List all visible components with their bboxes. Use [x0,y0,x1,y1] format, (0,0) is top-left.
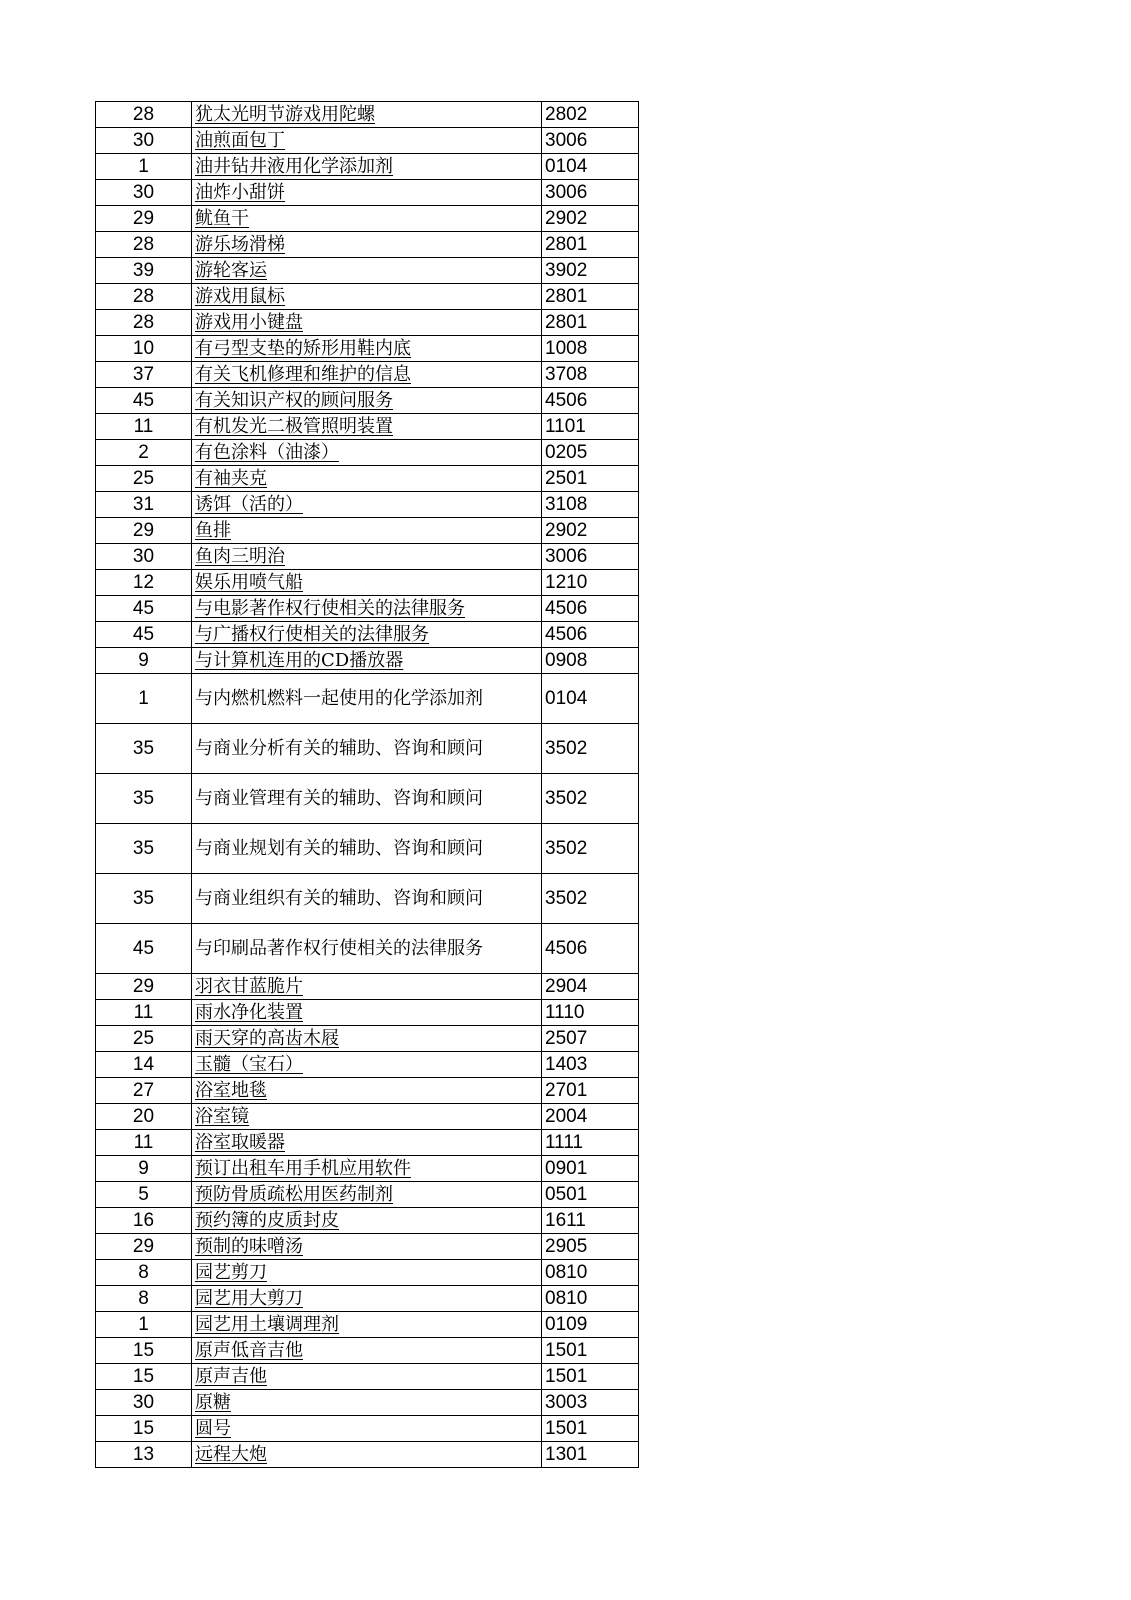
group-code-cell: 3006 [542,180,639,206]
class-number-cell: 31 [96,492,192,518]
group-code-cell: 2902 [542,206,639,232]
goods-name-cell [192,724,542,774]
table-row [96,674,639,724]
goods-name-cell [192,1208,542,1234]
group-code-cell: 2507 [542,1026,639,1052]
goods-name-cell [192,1130,542,1156]
class-number-cell: 29 [96,206,192,232]
table-row [96,102,639,128]
goods-name-cell [192,1338,542,1364]
goods-name-cell [192,284,542,310]
class-number-cell: 12 [96,570,192,596]
table-row [96,1234,639,1260]
goods-name-cell [192,570,542,596]
goods-name-cell [192,648,542,674]
goods-name-text: 与商业分析有关的辅助、咨询和顾问 [195,737,483,759]
class-number-cell: 16 [96,1208,192,1234]
group-code-cell: 1101 [542,414,639,440]
goods-name-text: 浴室地毯 [195,1079,267,1101]
goods-name-text: 诱饵（活的） [195,493,303,515]
class-number-cell: 11 [96,1000,192,1026]
goods-name-cell [192,128,542,154]
table-row [96,544,639,570]
group-code-cell: 2801 [542,232,639,258]
table-row [96,414,639,440]
goods-name-cell [192,258,542,284]
table-row [96,1416,639,1442]
class-number-cell: 20 [96,1104,192,1130]
goods-name-cell [192,154,542,180]
group-code-cell: 0109 [542,1312,639,1338]
group-code-cell: 2902 [542,518,639,544]
group-code-cell: 2905 [542,1234,639,1260]
table-row [96,362,639,388]
goods-name-cell [192,336,542,362]
class-number-cell: 9 [96,1156,192,1182]
table-row [96,1442,639,1468]
group-code-cell: 4506 [542,622,639,648]
group-code-cell: 0810 [542,1260,639,1286]
goods-name-text: 与内燃机燃料一起使用的化学添加剂 [195,687,483,709]
goods-name-text: 有弓型支垫的矫形用鞋内底 [195,337,411,359]
goods-name-text: 与印刷品著作权行使相关的法律服务 [195,937,483,959]
group-code-cell: 4506 [542,596,639,622]
table-row [96,824,639,874]
goods-name-cell [192,1000,542,1026]
goods-name-text: 浴室镜 [195,1105,249,1127]
goods-name-cell [192,232,542,258]
goods-name-text: 与商业规划有关的辅助、咨询和顾问 [195,837,483,859]
goods-name-text: 园艺剪刀 [195,1261,267,1283]
table-row [96,1208,639,1234]
class-number-cell: 25 [96,1026,192,1052]
goods-name-cell [192,1026,542,1052]
group-code-cell: 2701 [542,1078,639,1104]
table-row [96,1078,639,1104]
goods-name-cell [192,440,542,466]
goods-name-text: 鱼肉三明治 [195,545,285,567]
group-code-cell: 3502 [542,824,639,874]
goods-name-cell [192,466,542,492]
class-number-cell: 28 [96,284,192,310]
goods-name-text: 鱿鱼干 [195,207,249,229]
group-code-cell: 1111 [542,1130,639,1156]
group-code-cell: 3502 [542,874,639,924]
table-row [96,774,639,824]
group-code-cell: 2501 [542,466,639,492]
class-number-cell: 5 [96,1182,192,1208]
goods-name-text: 原糖 [195,1391,231,1413]
goods-name-text: 游戏用小键盘 [195,311,303,333]
goods-name-text: 与商业管理有关的辅助、咨询和顾问 [195,787,483,809]
group-code-cell: 0810 [542,1286,639,1312]
table-row [96,1260,639,1286]
group-code-cell: 3003 [542,1390,639,1416]
goods-name-cell [192,974,542,1000]
class-number-cell: 35 [96,724,192,774]
goods-name-cell [192,1390,542,1416]
goods-name-cell [192,596,542,622]
class-number-cell: 37 [96,362,192,388]
table-row [96,1104,639,1130]
goods-name-cell [192,874,542,924]
class-number-cell: 15 [96,1416,192,1442]
group-code-cell: 0908 [542,648,639,674]
goods-name-cell [192,206,542,232]
class-number-cell: 8 [96,1286,192,1312]
group-code-cell: 4506 [542,924,639,974]
goods-name-text: 有色涂料（油漆） [195,441,339,463]
goods-name-text: 远程大炮 [195,1443,267,1465]
group-code-cell: 1301 [542,1442,639,1468]
goods-name-cell [192,924,542,974]
table-row [96,1338,639,1364]
goods-name-text: 预订出租车用手机应用软件 [195,1157,411,1179]
table-row [96,1286,639,1312]
goods-name-cell [192,674,542,724]
goods-name-text: 预制的味噌汤 [195,1235,303,1257]
goods-name-text: 有袖夹克 [195,467,267,489]
goods-name-text: 预防骨质疏松用医药制剂 [195,1183,393,1205]
group-code-cell: 0501 [542,1182,639,1208]
group-code-cell: 2801 [542,284,639,310]
table-row [96,310,639,336]
class-number-cell: 45 [96,388,192,414]
table-row [96,622,639,648]
goods-name-cell [192,622,542,648]
group-code-cell: 1501 [542,1338,639,1364]
goods-name-text: 游戏用鼠标 [195,285,285,307]
goods-name-text: 园艺用大剪刀 [195,1287,303,1309]
class-number-cell: 35 [96,774,192,824]
table-row [96,1182,639,1208]
goods-name-cell [192,518,542,544]
goods-name-cell [192,492,542,518]
group-code-cell: 3902 [542,258,639,284]
class-number-cell: 1 [96,1312,192,1338]
goods-name-cell [192,1182,542,1208]
class-number-cell: 11 [96,414,192,440]
goods-name-cell [192,1104,542,1130]
table-row [96,974,639,1000]
class-number-cell: 39 [96,258,192,284]
goods-name-text: 与电影著作权行使相关的法律服务 [195,597,465,619]
goods-name-text: 有机发光二极管照明装置 [195,415,393,437]
group-code-cell: 4506 [542,388,639,414]
goods-name-text: 羽衣甘蓝脆片 [195,975,303,997]
goods-name-cell [192,1442,542,1468]
goods-name-cell [192,362,542,388]
class-number-cell: 29 [96,974,192,1000]
group-code-cell: 3108 [542,492,639,518]
goods-name-cell [192,1078,542,1104]
table-row [96,154,639,180]
goods-name-cell [192,1286,542,1312]
goods-name-cell [192,1312,542,1338]
class-number-cell: 28 [96,232,192,258]
group-code-cell: 0205 [542,440,639,466]
goods-name-text: 原声吉他 [195,1365,267,1387]
table-row [96,596,639,622]
table-row [96,492,639,518]
class-number-cell: 45 [96,622,192,648]
table-row [96,1364,639,1390]
table-row [96,466,639,492]
group-code-cell: 0104 [542,154,639,180]
class-number-cell: 45 [96,596,192,622]
group-code-cell: 0901 [542,1156,639,1182]
class-number-cell: 15 [96,1364,192,1390]
class-number-cell: 28 [96,102,192,128]
goods-name-text: 与广播权行使相关的法律服务 [195,623,429,645]
class-number-cell: 27 [96,1078,192,1104]
goods-name-text: 油炸小甜饼 [195,181,285,203]
goods-name-cell [192,1364,542,1390]
table-row [96,284,639,310]
class-number-cell: 1 [96,154,192,180]
class-number-cell: 10 [96,336,192,362]
table-row [96,570,639,596]
group-code-cell: 1210 [542,570,639,596]
group-code-cell: 3502 [542,774,639,824]
table-row [96,1052,639,1078]
table-row [96,206,639,232]
goods-name-cell [192,102,542,128]
table-row [96,924,639,974]
goods-name-text: 犹太光明节游戏用陀螺 [195,103,375,125]
goods-name-text: 浴室取暖器 [195,1131,285,1153]
class-number-cell: 11 [96,1130,192,1156]
goods-name-text: 与商业组织有关的辅助、咨询和顾问 [195,887,483,909]
table-row [96,1026,639,1052]
table-row [96,180,639,206]
group-code-cell: 0104 [542,674,639,724]
goods-name-text: 鱼排 [195,519,231,541]
goods-name-text: 有关飞机修理和维护的信息 [195,363,411,385]
class-number-cell: 29 [96,518,192,544]
goods-name-text: 与计算机连用的CD播放器 [195,649,404,671]
class-number-cell: 2 [96,440,192,466]
class-number-cell: 30 [96,544,192,570]
goods-name-cell [192,824,542,874]
goods-name-text: 雨水净化装置 [195,1001,303,1023]
table-row [96,1000,639,1026]
class-number-cell: 28 [96,310,192,336]
goods-name-text: 游乐场滑梯 [195,233,285,255]
class-number-cell: 30 [96,1390,192,1416]
goods-name-cell [192,310,542,336]
goods-name-cell [192,1156,542,1182]
class-number-cell: 13 [96,1442,192,1468]
table-row [96,388,639,414]
table-row [96,128,639,154]
class-number-cell: 8 [96,1260,192,1286]
table-row [96,724,639,774]
table-row [96,336,639,362]
class-number-cell: 9 [96,648,192,674]
goods-name-text: 原声低音吉他 [195,1339,303,1361]
goods-name-cell [192,544,542,570]
goods-name-cell [192,1416,542,1442]
goods-name-text: 雨天穿的高齿木屐 [195,1027,339,1049]
class-number-cell: 15 [96,1338,192,1364]
group-code-cell: 3708 [542,362,639,388]
table-row [96,232,639,258]
table-row [96,1312,639,1338]
goods-name-cell [192,1260,542,1286]
group-code-cell: 3006 [542,128,639,154]
group-code-cell: 2904 [542,974,639,1000]
class-number-cell: 1 [96,674,192,724]
class-number-cell: 30 [96,128,192,154]
goods-name-cell [192,1234,542,1260]
class-number-cell: 35 [96,874,192,924]
goods-name-cell [192,1052,542,1078]
group-code-cell: 2802 [542,102,639,128]
goods-name-cell [192,774,542,824]
class-number-cell: 45 [96,924,192,974]
table-row [96,1156,639,1182]
group-code-cell: 1110 [542,1000,639,1026]
goods-name-text: 游轮客运 [195,259,267,281]
goods-name-text: 油井钻井液用化学添加剂 [195,155,393,177]
group-code-cell: 1501 [542,1364,639,1390]
table-row [96,1130,639,1156]
goods-name-cell [192,414,542,440]
table-row [96,1390,639,1416]
table-row [96,258,639,284]
table-row [96,440,639,466]
class-number-cell: 14 [96,1052,192,1078]
table-row [96,874,639,924]
group-code-cell: 1501 [542,1416,639,1442]
group-code-cell: 3502 [542,724,639,774]
class-number-cell: 35 [96,824,192,874]
goods-name-cell [192,180,542,206]
group-code-cell: 1403 [542,1052,639,1078]
table-body [96,102,639,1468]
goods-name-text: 有关知识产权的顾问服务 [195,389,393,411]
goods-name-text: 娱乐用喷气船 [195,571,303,593]
group-code-cell: 2004 [542,1104,639,1130]
goods-name-cell [192,388,542,414]
class-number-cell: 30 [96,180,192,206]
group-code-cell: 2801 [542,310,639,336]
table-row [96,648,639,674]
class-number-cell: 29 [96,1234,192,1260]
group-code-cell: 1008 [542,336,639,362]
group-code-cell: 3006 [542,544,639,570]
goods-name-text: 玉髓（宝石） [195,1053,303,1075]
table-row [96,518,639,544]
goods-name-text: 油煎面包丁 [195,129,285,151]
goods-name-text: 预约簿的皮质封皮 [195,1209,339,1231]
goods-name-text: 园艺用土壤调理剂 [195,1313,339,1335]
class-number-cell: 25 [96,466,192,492]
goods-class-table [95,101,639,1468]
group-code-cell: 1611 [542,1208,639,1234]
goods-name-text: 圆号 [195,1417,231,1439]
